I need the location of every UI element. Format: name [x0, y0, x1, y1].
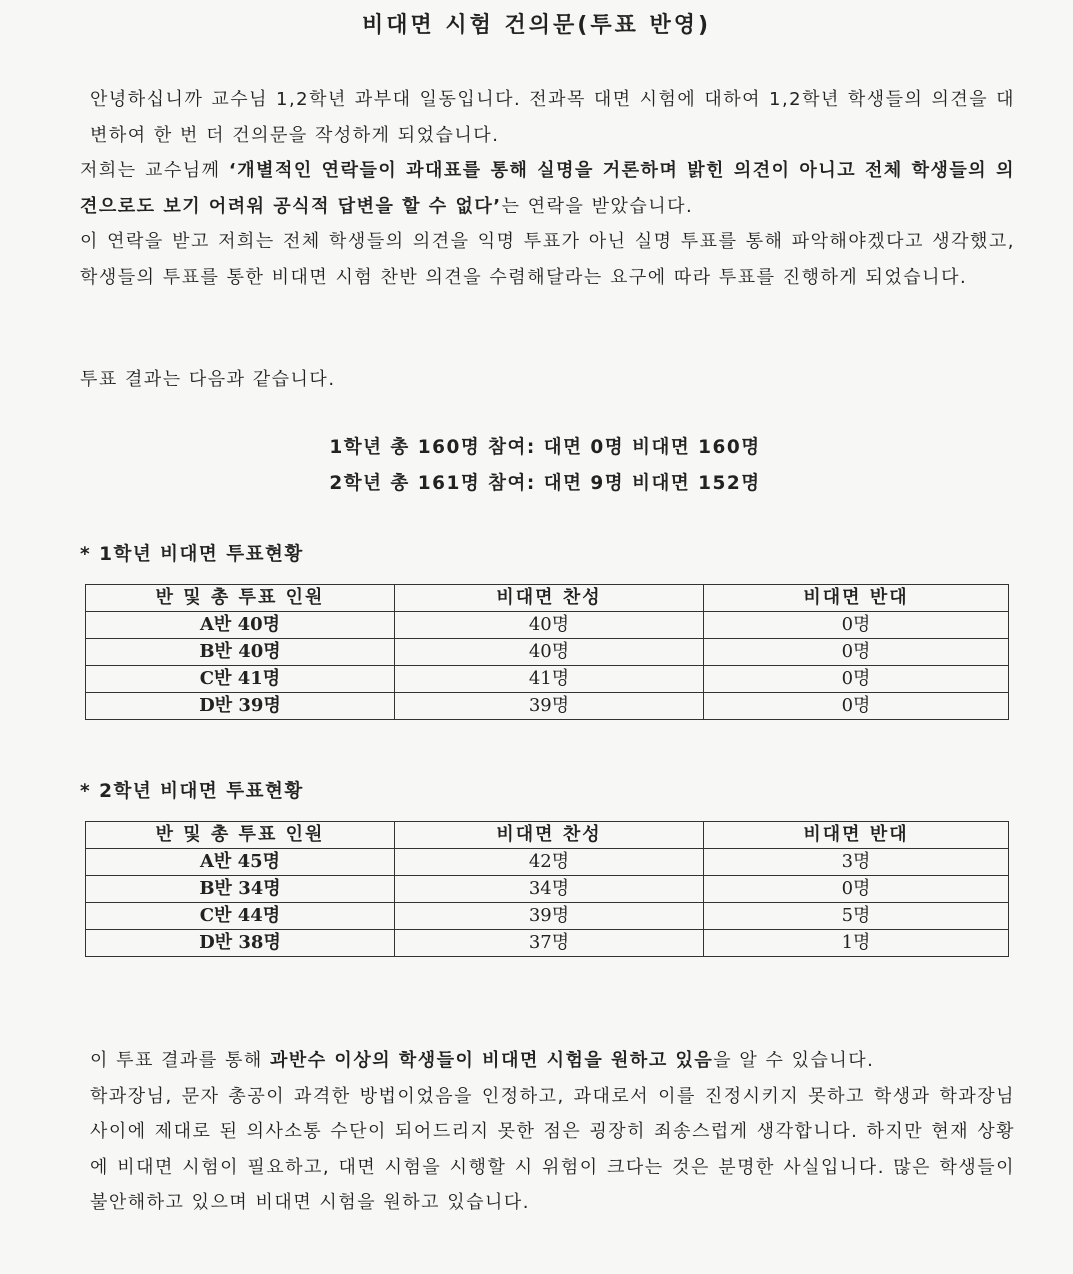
class-total: D반 39명 [86, 693, 395, 720]
class-total: C반 44명 [86, 903, 395, 930]
table-row [86, 930, 1009, 957]
approve-count: 39명 [395, 693, 704, 720]
vote-summary [0, 430, 1073, 502]
col-header-class: 반 및 총 투표 인원 [86, 822, 395, 849]
intro-p1: 안녕하십니까 교수님 1,2학년 과부대 일동입니다. 전과목 대면 시험에 대하여 1,2학년 학생들의 의견을 대변하여 한 번 더 건의문을 작성하게 되었습니다. [90, 89, 1015, 146]
class-total: C반 41명 [86, 666, 395, 693]
oppose-count: 0명 [704, 876, 1009, 903]
oppose-count: 0명 [704, 693, 1009, 720]
approve-count: 39명 [395, 903, 704, 930]
closing-emphasis: 과반수 이상의 학생들이 비대면 시험을 원하고 있음 [270, 1050, 714, 1071]
closing-p2: 학과장님, 문자 총공이 과격한 방법이었음을 인정하고, 과대로서 이를 진정시키지 못하고 학생과 학과장님 사이에 제대로 된 의사소통 수단이 되어드리지 못한 점은 굉장히 죄송스럽게 생각합니다. 하지만 현재 상황에 비대면 시험이 필요하고, 대면 시험을 시행할 시 위험이 크다는 것은 분명한 사실입니다. 많은 학생들이 불안해하고 있으며 비대면 시험을 원하고 있습니다. [90, 1085, 1015, 1213]
approve-count: 40명 [395, 639, 704, 666]
closing-p1: 이 투표 결과를 통해 과반수 이상의 학생들이 비대면 시험을 원하고 있음을 알 수 있습니다. [90, 1050, 875, 1071]
approve-count: 40명 [395, 612, 704, 639]
table-row [86, 639, 1009, 666]
class-total: D반 38명 [86, 930, 395, 957]
intro-p3: 이 연락을 받고 저희는 전체 학생들의 의견을 익명 투표가 아닌 실명 투표를 통해 파악해야겠다고 생각했고, 학생들의 투표를 통한 비대면 시험 찬반 의견을 수렴해달라는 요구에 따라 투표를 진행하게 되었습니다. [80, 231, 1015, 288]
class-total: B반 40명 [86, 639, 395, 666]
oppose-count: 0명 [704, 612, 1009, 639]
col-header-approve: 비대면 찬성 [395, 822, 704, 849]
summary-grade2: 2학년 총 161명 참여: 대면 9명 비대면 152명 [329, 473, 761, 494]
table-header-row [86, 822, 1009, 849]
results-intro: 투표 결과는 다음과 같습니다. [80, 369, 336, 390]
col-header-approve: 비대면 찬성 [395, 585, 704, 612]
approve-count: 41명 [395, 666, 704, 693]
grade2-heading: * 2학년 비대면 투표현황 [80, 781, 304, 802]
approve-count: 34명 [395, 876, 704, 903]
closing-paragraph [80, 1043, 1015, 1221]
table-row [86, 693, 1009, 720]
table-header-row [86, 585, 1009, 612]
class-total: A반 45명 [86, 849, 395, 876]
col-header-class: 반 및 총 투표 인원 [86, 585, 395, 612]
oppose-count: 3명 [704, 849, 1009, 876]
class-total: B반 34명 [86, 876, 395, 903]
table-row [86, 849, 1009, 876]
oppose-count: 5명 [704, 903, 1009, 930]
table-row [86, 612, 1009, 639]
col-header-oppose: 비대면 반대 [704, 585, 1009, 612]
grade1-vote-table [85, 584, 1009, 720]
col-header-oppose: 비대면 반대 [704, 822, 1009, 849]
grade1-heading: * 1학년 비대면 투표현황 [80, 544, 304, 565]
table-row [86, 876, 1009, 903]
table-row [86, 903, 1009, 930]
intro-paragraph [80, 82, 1015, 295]
class-total: A반 40명 [86, 612, 395, 639]
document-title: 비대면 시험 건의문(투표 반영) [361, 13, 712, 38]
approve-count: 37명 [395, 930, 704, 957]
intro-p2-quote: ‘개별적인 연락들이 과대표를 통해 실명을 거론하며 밝힌 의견이 아니고 전체 학생들의 의견으로도 보기 어려워 공식적 답변을 할 수 없다’ [80, 160, 1015, 217]
grade2-vote-table [85, 821, 1009, 957]
oppose-count: 1명 [704, 930, 1009, 957]
table-row [86, 666, 1009, 693]
oppose-count: 0명 [704, 666, 1009, 693]
oppose-count: 0명 [704, 639, 1009, 666]
intro-p2: 저희는 교수님께 ‘개별적인 연락들이 과대표를 통해 실명을 거론하며 밝힌 의견이 아니고 전체 학생들의 의견으로도 보기 어려워 공식적 답변을 할 수 없다’는 연락을 받았습니다. [80, 160, 1015, 217]
summary-grade1: 1학년 총 160명 참여: 대면 0명 비대면 160명 [329, 437, 761, 458]
approve-count: 42명 [395, 849, 704, 876]
